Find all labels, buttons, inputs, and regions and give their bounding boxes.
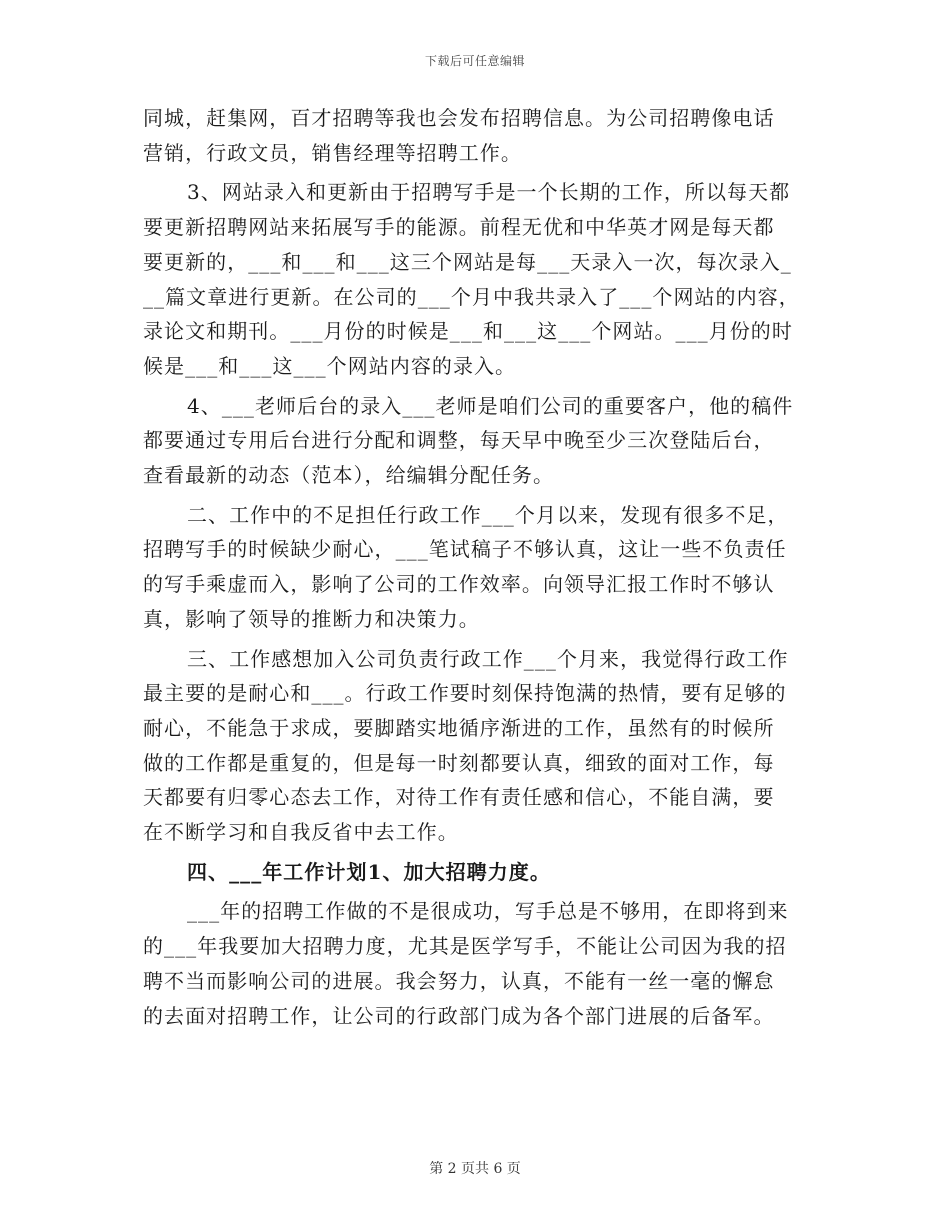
text-line: 聘不当而影响公司的进展。我会努力，认真，不能有一丝一毫的懈怠 bbox=[143, 968, 775, 993]
text-line: 三、工作感想加入公司负责行政工作___个月来，我觉得行政工作 bbox=[187, 646, 789, 671]
text-line: 天都要有归零心态去工作，对待工作有责任感和信心，不能自满，要 bbox=[143, 785, 775, 810]
text-line: 查看最新的动态（范本），给编辑分配任务。 bbox=[143, 463, 554, 488]
text-line: 录论文和期刊。___月份的时候是___和___这___个网站。___月份的时 bbox=[143, 319, 793, 344]
text-line: 候是___和___这___个网站内容的录入。 bbox=[143, 353, 517, 378]
text-line: 要更新招聘网站来拓展写手的能源。前程无优和中华英才网是每天都 bbox=[143, 215, 775, 240]
text-line: 做的工作都是重复的，但是每一时刻都要认真，细致的面对工作，每 bbox=[143, 750, 775, 775]
text-line: 4、___老师后台的录入___老师是咱们公司的重要客户，他的稿件 bbox=[187, 393, 794, 418]
section-heading: 四、___年工作计划1、加大招聘力度。 bbox=[187, 859, 551, 884]
page-header: 下载后可任意编辑 bbox=[424, 54, 525, 68]
text-line: 的去面对招聘工作，让公司的行政部门成为各个部门进展的后备军。 bbox=[143, 1003, 775, 1028]
text-line: 同城，赶集网，百才招聘等我也会发布招聘信息。为公司招聘像电话 bbox=[143, 106, 775, 130]
text-line: 的___年我要加大招聘力度，尤其是医学写手，不能让公司因为我的招 bbox=[143, 934, 787, 959]
text-line: 要更新的，___和___和___这三个网站是每___天录入一次，每次录入_ bbox=[143, 249, 792, 274]
text-line: 在不断学习和自我反省中去工作。 bbox=[143, 820, 459, 845]
text-line: 的写手乘虚而入，影响了公司的工作效率。向领导汇报工作时不够认 bbox=[143, 572, 775, 597]
document-body bbox=[143, 101, 813, 1033]
text-line: 耐心，不能急于求成，要脚踏实地循序渐进的工作，虽然有的时候所 bbox=[143, 715, 775, 740]
text-line: 3、网站录入和更新由于招聘写手是一个长期的工作，所以每天都 bbox=[187, 180, 791, 205]
text-line: ___年的招聘工作做的不是很成功，写手总是不够用，在即将到来 bbox=[187, 899, 789, 924]
text-line: 招聘写手的时候缺少耐心，___笔试稿子不够认真，这让一些不负责任 bbox=[143, 537, 787, 562]
text-line: 二、工作中的不足担任行政工作___个月以来，发现有很多不足， bbox=[187, 502, 789, 527]
text-line: __篇文章进行更新。在公司的___个月中我共录入了___个网站的内容， bbox=[143, 284, 800, 309]
text-line: 最主要的是耐心和___。行政工作要时刻保持饱满的热情，要有足够的 bbox=[143, 681, 787, 706]
text-line: 营销，行政文员，销售经理等招聘工作。 bbox=[143, 140, 522, 165]
text-line: 真，影响了领导的推断力和决策力。 bbox=[143, 606, 480, 631]
page-footer: 第 2 页共 6 页 bbox=[429, 1161, 521, 1177]
text-line: 都要通过专用后台进行分配和调整，每天早中晚至少三次登陆后台， bbox=[143, 428, 775, 453]
